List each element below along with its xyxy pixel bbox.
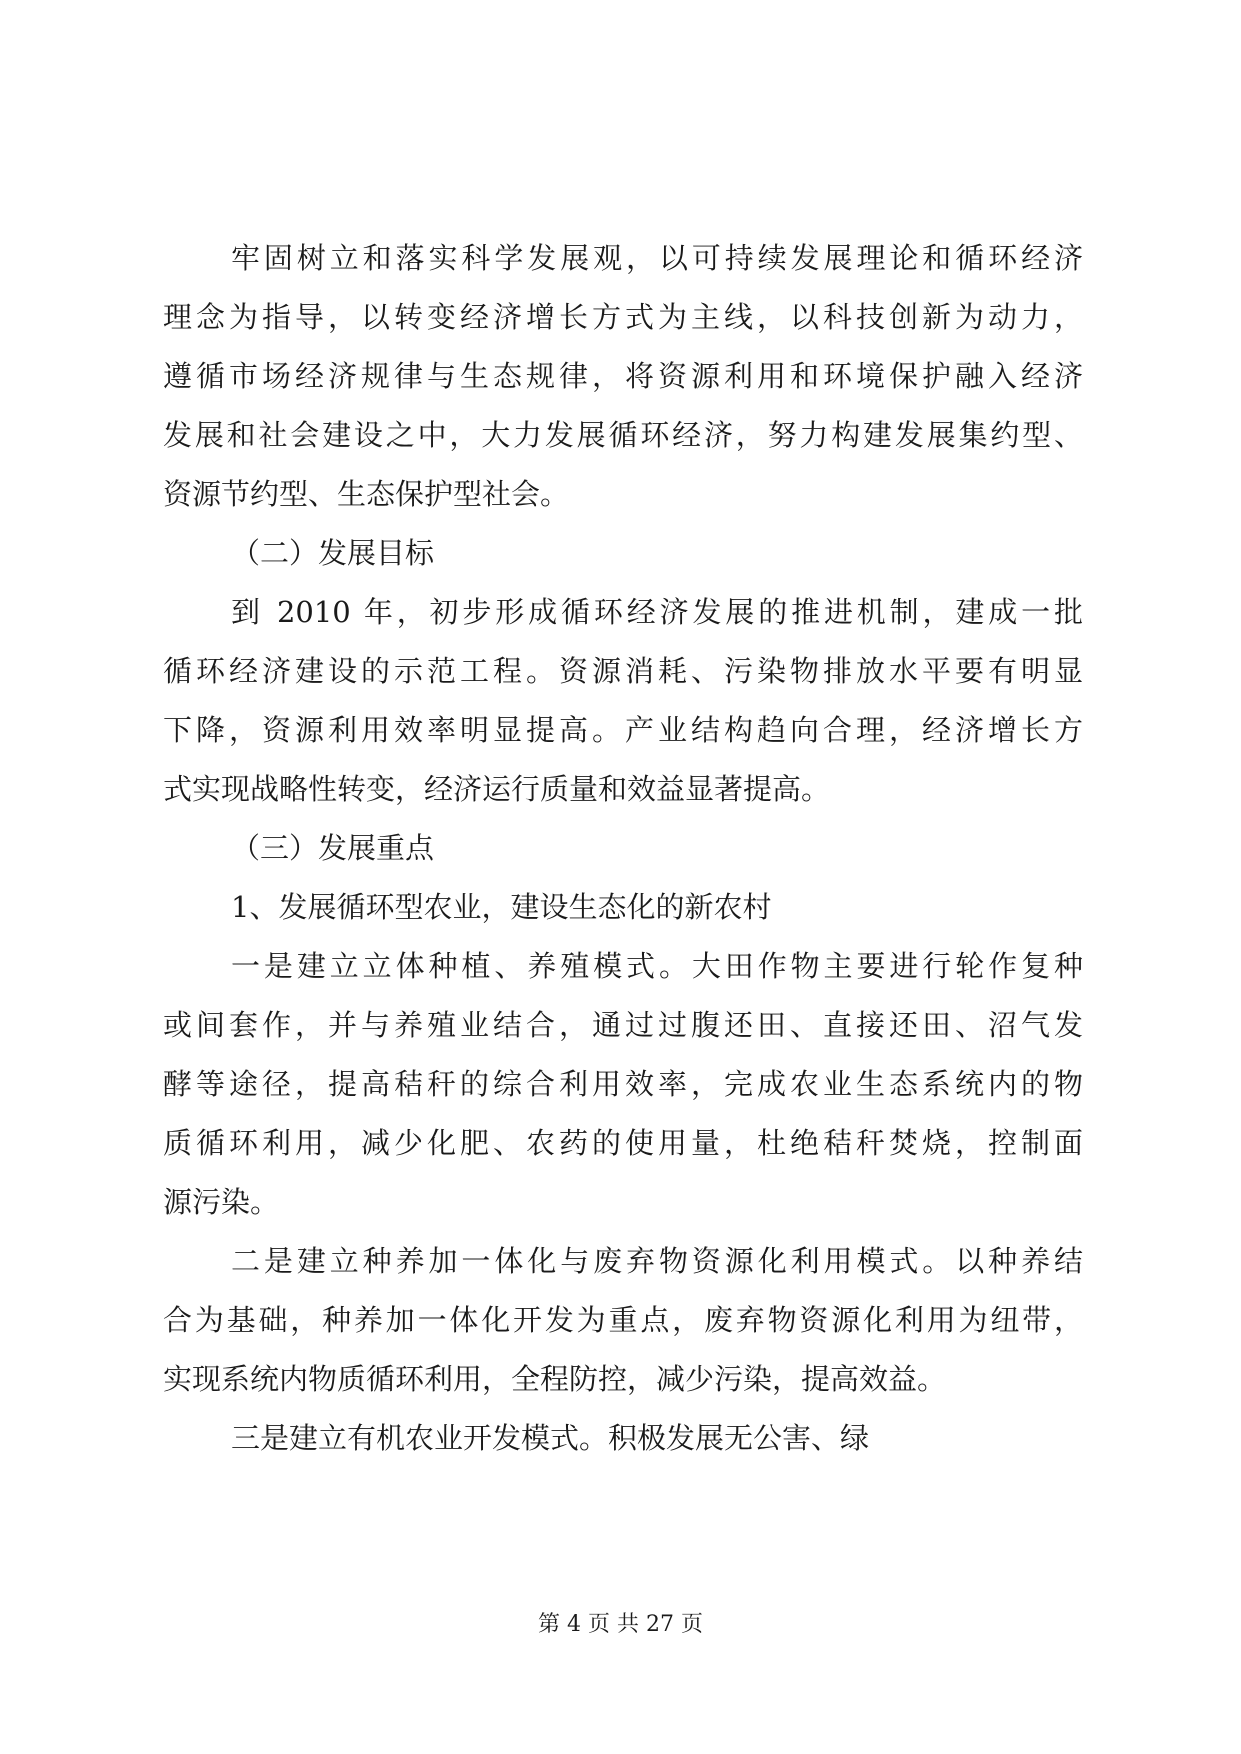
paragraph-guiding-ideology (163, 229, 1083, 524)
text-line: 下降，资源利用效率明显提高。产业结构趋向合理，经济增长方 (163, 713, 1083, 747)
text-line: 遵循市场经济规律与生态规律，将资源利用和环境保护融入经济 (163, 359, 1083, 393)
text-line: 源污染。 (163, 1185, 280, 1219)
text-line: 理念为指导，以转变经济增长方式为主线，以科技创新为动力， (163, 300, 1083, 334)
page-number-footer: 第 4 页 共 27 页 (538, 1612, 703, 1637)
text-line: 资源节约型、生态保护型社会。 (163, 477, 570, 511)
text-line: 实现系统内物质循环利用，全程防控，减少污染，提高效益。 (163, 1362, 947, 1396)
text-line: 合为基础，种养加一体化开发为重点，废弃物资源化利用为纽带， (163, 1303, 1083, 1337)
section-heading-focus: （三）发展重点 (231, 831, 435, 865)
paragraph-organic-model (163, 1409, 1083, 1468)
text-line: 三是建立有机农业开发模式。积极发展无公害、绿 (231, 1421, 870, 1455)
text-line: 发展和社会建设之中，大力发展循环经济，努力构建发展集约型、 (163, 418, 1083, 452)
paragraph-goals (163, 583, 1083, 819)
subheading-circular-agriculture: 1、发展循环型农业，建设生态化的新农村 (231, 890, 772, 924)
section-heading-goals: （二）发展目标 (231, 536, 435, 570)
text-line: 质循环利用，减少化肥、农药的使用量，杜绝秸秆焚烧，控制面 (163, 1126, 1083, 1160)
text-line: 循环经济建设的示范工程。资源消耗、污染物排放水平要有明显 (163, 654, 1083, 688)
text-line: 酵等途径，提高秸秆的综合利用效率，完成农业生态系统内的物 (163, 1067, 1083, 1101)
document-body (163, 229, 1083, 1468)
text-line: 一是建立立体种植、养殖模式。大田作物主要进行轮作复种 (231, 949, 1083, 983)
text-line: 二是建立种养加一体化与废弃物资源化利用模式。以种养结 (231, 1244, 1083, 1278)
paragraph-integration-model (163, 1232, 1083, 1409)
text-line: 或间套作，并与养殖业结合，通过过腹还田、直接还田、沼气发 (163, 1008, 1083, 1042)
text-line: 式实现战略性转变，经济运行质量和效益显著提高。 (163, 772, 831, 806)
text-line: 到 2010 年，初步形成循环经济发展的推进机制，建成一批 (231, 595, 1083, 629)
text-line: 牢固树立和落实科学发展观，以可持续发展理论和循环经济 (231, 241, 1083, 275)
paragraph-planting-breeding-model (163, 937, 1083, 1232)
